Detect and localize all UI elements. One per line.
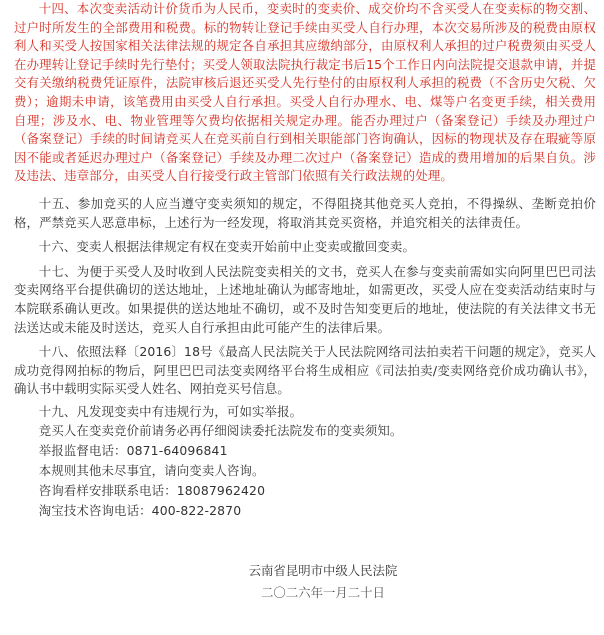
report-hotline: 举报监督电话：0871-64096841 [38, 443, 228, 459]
clause-19-reporting: 十九、凡发现变卖中有违规行为，可如实举报。 [38, 403, 303, 419]
inquiry-note: 本规则其他未尽事宜，请向变卖人咨询。 [38, 463, 265, 479]
taobao-support-contact: 淘宝技术咨询电话：400-822-2870 [38, 503, 242, 519]
clause-18-confirmation-letter: 十八、依照法释〔2016〕18号《最高人民法院关于人民法院网络司法拍卖若干问题的规定》，竞买人成功竞得网拍标的物后，阿里巴巴司法变卖网络平台将生成相应《司法拍卖/变卖网络竞价成功确认书》，确认书中载明实际买受人姓名、网拍竞买号信息。 [14, 344, 596, 397]
clause-17-service-address: 十七、为便于买受人及时收到人民法院变卖相关的文书，竞买人在参与变卖前需如实向阿里巴巴司法变卖网络平台提供确切的送达地址，上述地址确认为邮寄地址，如需更改，买受人应在变卖活动结束时与本院联系确认更改。如果提供的送达地址不确切，或不及时告知变更后的地址，使法院的有关法律文书无法送达或未能及时送达，竞买人自行承担由此可能产生的法律后果。 [14, 263, 596, 335]
clause-14-fees-and-taxes: 十四、本次变卖活动计价货币为人民币，变卖时的变卖价、成交价均不含买受人在变卖标的物交割、过户时所发生的全部费用和税费。标的物转让登记手续由买受人自行办理，本次交易所涉及的税费由原权利人和买受人按国家相关法律法规的规定各自承担其应缴纳部分，由原权利人承担的过户税费须由买受人在办理转让登记手续时先行垫付；买受人领取法院执行裁定书后15个工作日内向法院提交退款申请，并提交有关缴纳税费凭证原件，法院审核后退还买受人先行垫付的由原权利人承担的税费（不含历史欠税、欠费）；逾期未申请，该笔费用由买受人自行承担。买受人自行办理水、电、煤等户名变更手续，相关费用自理；涉及水、电、物业管理等欠费均依据相关规定办理。能否办理过户（备案登记）手续及办理过户（备案登记）手续的时间请竞买人在竞买前自行到相关职能部门咨询确认，因标的物现状及存在瑕疵等原因不能或者延迟办理过户（备案登记）手续及办理二次过户（备案登记）造成的费用增加的后果自负。涉及违法、违章部分，由买受人自行接受行政主管部门依照有关行政法规的处理。 [14, 1, 596, 184]
reading-reminder: 竞买人在变卖竞价前请务必再仔细阅读委托法院发布的变卖须知。 [38, 423, 403, 439]
notice-document [14, 0, 596, 521]
viewing-contact: 咨询看样安排联系电话：18087962420 [38, 483, 266, 499]
court-signature: 云南省昆明市中级人民法院 [248, 563, 398, 578]
clause-16-suspension-right: 十六、变卖人根据法律规定有权在变卖开始前中止变卖或撤回变卖。 [38, 239, 416, 255]
issue-date: 二〇二六年一月二十日 [261, 585, 385, 600]
clause-15-bidder-conduct: 十五、参加竞买的人应当遵守变卖须知的规定，不得阻挠其他竞买人竞拍，不得操纵、垄断竞拍价格，严禁竞买人恶意串标，上述行为一经发现，将取消其竞买资格，并追究相关的法律责任。 [14, 195, 596, 230]
